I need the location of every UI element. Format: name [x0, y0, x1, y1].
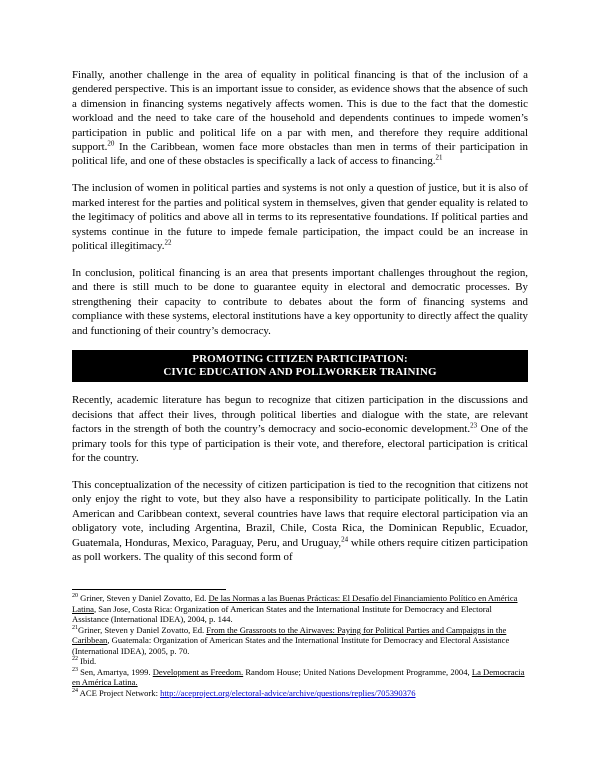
section-header-line-1: PROMOTING CITIZEN PARTICIPATION:: [192, 353, 408, 366]
footnote-ref-20[interactable]: 20: [107, 139, 115, 148]
footnote-ref-24[interactable]: 24: [341, 534, 349, 543]
footnote-separator: [72, 589, 226, 590]
section-header-line-2: CIVIC EDUCATION AND POLLWORKER TRAINING: [163, 366, 437, 379]
paragraph-inclusion-women: The inclusion of women in political parties and systems is not only a question of justice, but it is also of marked interest for the parties and political system in themselves, given that gender equality is related to the legitimacy of politics and above all in terms to its representative foundations. If political parties and systems continue in the future to impede female participation, the impact could be an increase in political illegitimacy.$^{22}$: [72, 182, 528, 252]
footnote-ref-23[interactable]: 23: [470, 421, 478, 430]
footnote-24: $^{24}$ ACE Project Network: http://aceproject.org/electoral-advice/archive/questions/replies/705390376: [72, 687, 416, 698]
footnote-21: $^{21}$Griner, Steven y Daniel Zovatto, Ed. From the Grassroots to the Airwaves: Paying for Political Parties and Campaigns in the Caribbean, Guatemala: Organization of American States and the International Institute for Democracy and Electoral Assistance (International IDEA), 2005, p. 70.: [72, 624, 510, 656]
footnote-22: $^{22}$ Ibid.: [72, 656, 97, 666]
footnote-ref-21[interactable]: 21: [435, 153, 443, 162]
footnote-21-title: From the Grassroots to the Airwaves: Paying for Political Parties and Campaigns in the Caribbean: [72, 624, 507, 645]
paragraph-conclusion: In conclusion, political financing is an area that presents important challenges throughout the region, and there is still much to be done to guarantee equity in electoral and democratic processes. By strengthening their capacity to contribute to debates about the form of financing systems and compliance with these systems, electoral institutions have a key opportunity to directly affect the quality and functioning of their country’s democracy.: [72, 266, 528, 337]
footnote-23-title-2: La Democracia en América Latina.: [72, 666, 525, 687]
paragraph-gender-perspective: Finally, another challenge in the area of equality in political financing is that of the inclusion of a gendered perspective. This is an important issue to consider, as evidence shows that the absence of such a dimension in financing systems negatively affects women. This is due to the fact that the domestic workload and the need to take care of the household and dependents continues to impede women’s participation in public and political life on a par with men, and therefore they require additional support.$^{20}$ In the Caribbean, women face more obstacles than men in terms of their participation in political life, and one of these obstacles is specifically a lack of access to financing.$^{21}$: [72, 69, 528, 168]
footnote-23-title: Development as Freedom.: [152, 666, 244, 677]
page-body: [72, 68, 528, 577]
footnote-20-title: De las Normas a las Buenas Prácticas: El Desafío del Financiamiento Político en América Latina: [72, 593, 518, 614]
paragraph-academic-literature: Recently, academic literature has begun to recognize that citizen participation in the discussions and decisions that affect their lives, through political liberties and dialogue with the state, are relevant factors in the strength of both the country’s democracy and socio-economic development.$^{23}$ One of the primary tools for this type of participation is their vote, and therefore, electoral participation is critical for the country.: [72, 394, 528, 465]
footnote-ref-22[interactable]: 22: [164, 238, 172, 247]
ace-project-link[interactable]: http://aceproject.org/electoral-advice/archive/questions/replies/705390376: [160, 687, 416, 698]
paragraph-conceptualization: This conceptualization of the necessity of citizen participation is tied to the recognition that citizens not only enjoy the right to vote, but they also have a responsibility to participate politically. In the Latin American and Caribbean context, several countries have laws that require electoral participation via an obligatory vote, including Argentina, Brazil, Chile, Costa Rica, the Dominican Republic, Ecuador, Guatemala, Honduras, Mexico, Paraguay, Peru, and Uruguay,$^{24}$ while others require citizen participation as poll workers. The quality of this second form of: [72, 478, 528, 563]
footnote-23: $^{23}$ Sen, Amartya, 1999. Development as Freedom. Random House; United Nations Development Programme, 2004, La Democracia en América Latina.: [72, 666, 525, 687]
footnote-20: $^{20}$ Griner, Steven y Daniel Zovatto, Ed. De las Normas a las Buenas Prácticas: El Desafío del Financiamiento Político en América Latina, San Jose, Costa Rica: Organization of American States and the International Institute for Democracy and Electoral Assistance (International IDEA), 2004, p. 144.: [72, 593, 518, 624]
section-header-banner: [72, 350, 528, 382]
footnotes: [72, 593, 528, 698]
